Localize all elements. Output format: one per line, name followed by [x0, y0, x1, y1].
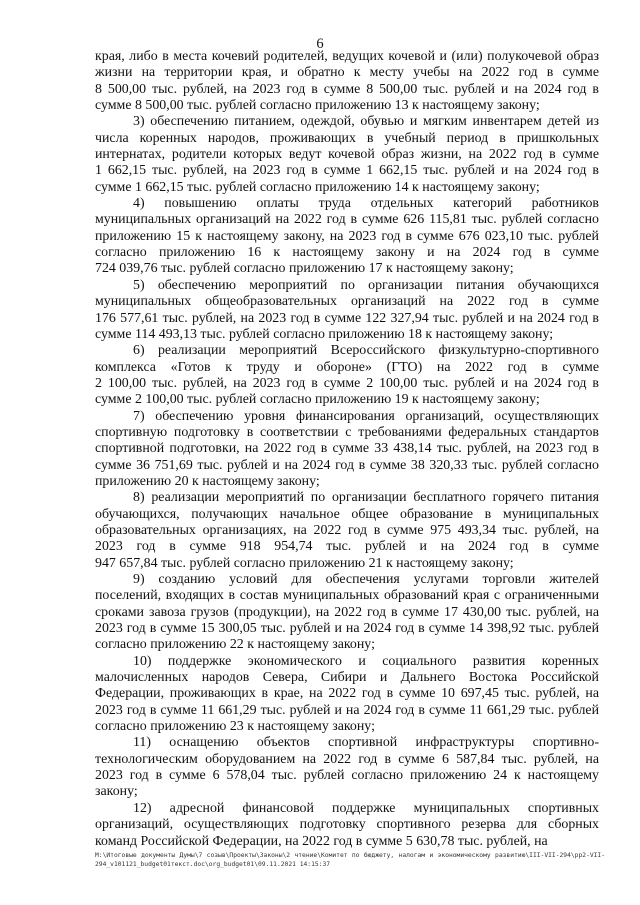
text-line: закону;: [95, 784, 138, 800]
paragraph: [95, 654, 599, 736]
text-line: 724 039,76 тыс. рублей согласно приложению 17 к настоящему закону;: [95, 261, 514, 277]
text-line: спортивной подготовки, на 2022 год в сумме 33 438,14 тыс. рублей, на 2023 год в: [95, 441, 599, 457]
text-line: технологическим оборудованием на 2022 год в сумме 6 587,84 тыс. рублей, на: [95, 751, 599, 767]
text-line: обучающихся, получающих начальное общее образование в муниципальных: [95, 506, 599, 522]
text-line: Федерации, проживающих в крае, на 2022 год в сумме 10 697,45 тыс. рублей, на: [95, 686, 599, 702]
text-line: приложению 15 к настоящему закону, на 2023 год в сумме 676 023,10 тыс. рублей: [95, 228, 599, 244]
text-line: 5) обеспечению мероприятий по организации питания обучающихся: [133, 277, 599, 293]
text-line: края, либо в места кочевий родителей, ведущих кочевой и (или) полукочевой образ: [95, 49, 599, 64]
text-line: числа коренных народов, проживающих в учебный период в пришкольных: [95, 130, 599, 146]
text-line: 176 577,61 тыс. рублей, на 2023 год в сумме 122 327,94 тыс. рублей и на 2024 год в: [95, 310, 599, 326]
paragraph: [95, 490, 599, 572]
text-line: муниципальных организаций на 2022 год в сумме 626 115,81 тыс. рублей согласно: [95, 212, 599, 228]
text-line: приложению 20 к настоящему закону;: [95, 473, 320, 489]
text-line: 1 662,15 тыс. рублей, на 2023 год в сумме 1 662,15 тыс. рублей и на 2024 год в: [95, 163, 599, 179]
text-line: 2 100,00 тыс. рублей, на 2023 год в сумме 2 100,00 тыс. рублей и на 2024 год в: [95, 375, 599, 391]
text-line: муниципальных общеобразовательных организаций на 2022 год в сумме: [95, 294, 599, 310]
text-line: 8) реализации мероприятий по организации бесплатного горячего питания: [133, 490, 599, 506]
text-line: сумме 8 500,00 тыс. рублей согласно приложению 13 к настоящему закону;: [95, 98, 540, 114]
text-line: 10) поддержке экономического и социального развития коренных: [133, 653, 599, 669]
paragraph: [95, 801, 599, 850]
paragraph: [95, 572, 599, 654]
text-line: согласно приложению 22 к настоящему закону;: [95, 637, 375, 653]
paragraph: [95, 49, 599, 114]
text-line: сроками завоза грузов (продукции), на 2022 год в сумме 17 430,00 тыс. рублей, на: [95, 604, 599, 620]
page-number: 6: [316, 36, 324, 52]
text-line: малочисленных народов Севера, Сибири и Дальнего Востока Российской: [95, 670, 599, 686]
text-line: сумме 114 493,13 тыс. рублей согласно приложению 18 к настоящему закону;: [95, 326, 554, 342]
footer-line: M:\Итоговые документы Думы\7 созыв\Проекты\Законы\2 чтение\Комитет по бюджету, налогам и экономическому развитию\III-VII-294\pp2-VII-: [95, 852, 605, 859]
text-line: 4) повышению оплаты труда отдельных категорий работников: [133, 196, 599, 212]
text-line: 7) обеспечению уровня финансирования организаций, осуществляющих: [133, 408, 599, 424]
text-line: 8 500,00 тыс. рублей, на 2023 год в сумме 8 500,00 тыс. рублей и на 2024 год в: [95, 81, 599, 97]
text-line: 947 657,84 тыс. рублей согласно приложению 21 к настоящему закону;: [95, 555, 514, 571]
text-line: 2023 год в сумме 6 578,04 тыс. рублей согласно приложению 24 к настоящему: [95, 768, 599, 784]
text-line: сумме 2 100,00 тыс. рублей согласно приложению 19 к настоящему закону;: [95, 392, 540, 408]
paragraph: [95, 114, 599, 196]
text-line: 2023 год в сумме 11 661,29 тыс. рублей и на 2024 год в сумме 11 661,29 тыс. рублей: [95, 702, 599, 718]
text-line: 3) обеспечению питанием, одеждой, обувью и мягким инвентарем детей из: [133, 114, 599, 130]
text-line: 11) оснащению объектов спортивной инфраструктуры спортивно-: [133, 735, 599, 751]
text-line: 12) адресной финансовой поддержке муниципальных спортивных: [133, 800, 599, 816]
text-line: организаций, осуществляющих подготовку спортивного резерва для сборных: [95, 817, 599, 833]
paragraph: [95, 409, 599, 491]
text-line: поселений, входящих в состав муниципальных образований края с ограниченными: [95, 588, 599, 604]
text-line: образовательных организациях, на 2022 год в сумме 975 493,34 тыс. рублей, на: [95, 522, 599, 538]
file-path-footer: [95, 852, 605, 869]
paragraph: [95, 343, 599, 408]
text-line: сумме 1 662,15 тыс. рублей согласно приложению 14 к настоящему закону;: [95, 179, 540, 195]
text-line: согласно приложению 16 к настоящему закону и на 2024 год в сумме: [95, 245, 599, 261]
paragraph: [95, 278, 599, 343]
text-line: 6) реализации мероприятий Всероссийского физкультурно-спортивного: [133, 343, 599, 359]
text-line: жизни на территории края, и обратно к месту учебы на 2022 год в сумме: [95, 65, 599, 81]
text-line: сумме 36 751,69 тыс. рублей и на 2024 год в сумме 38 320,33 тыс. рублей согласно: [95, 457, 599, 473]
text-line: комплекса «Готов к труду и обороне» (ГТО) на 2022 год в сумме: [95, 359, 599, 375]
footer-line: 294_v101121_budget01текст.doc\org_budget01\09.11.2021 14:15:37: [95, 860, 331, 868]
document-body: [95, 49, 599, 850]
paragraph: [95, 196, 599, 278]
text-line: спортивную подготовку в соответствии с требованиями федеральных стандартов: [95, 424, 599, 440]
text-line: команд Российской Федерации, на 2022 год в сумме 5 630,78 тыс. рублей, на: [95, 833, 548, 849]
text-line: 2023 год в сумме 15 300,05 тыс. рублей и на 2024 год в сумме 14 398,92 тыс. рублей: [95, 621, 599, 637]
text-line: интернатах, родители которых ведут кочевой образ жизни, на 2022 год в сумме: [95, 147, 599, 163]
text-line: 9) созданию условий для обеспечения услугами торговли жителей: [133, 572, 599, 587]
text-line: согласно приложению 23 к настоящему закону;: [95, 719, 375, 735]
paragraph: [95, 735, 599, 800]
text-line: 2023 год в сумме 918 954,74 тыс. рублей и на 2024 год в сумме: [95, 539, 599, 555]
